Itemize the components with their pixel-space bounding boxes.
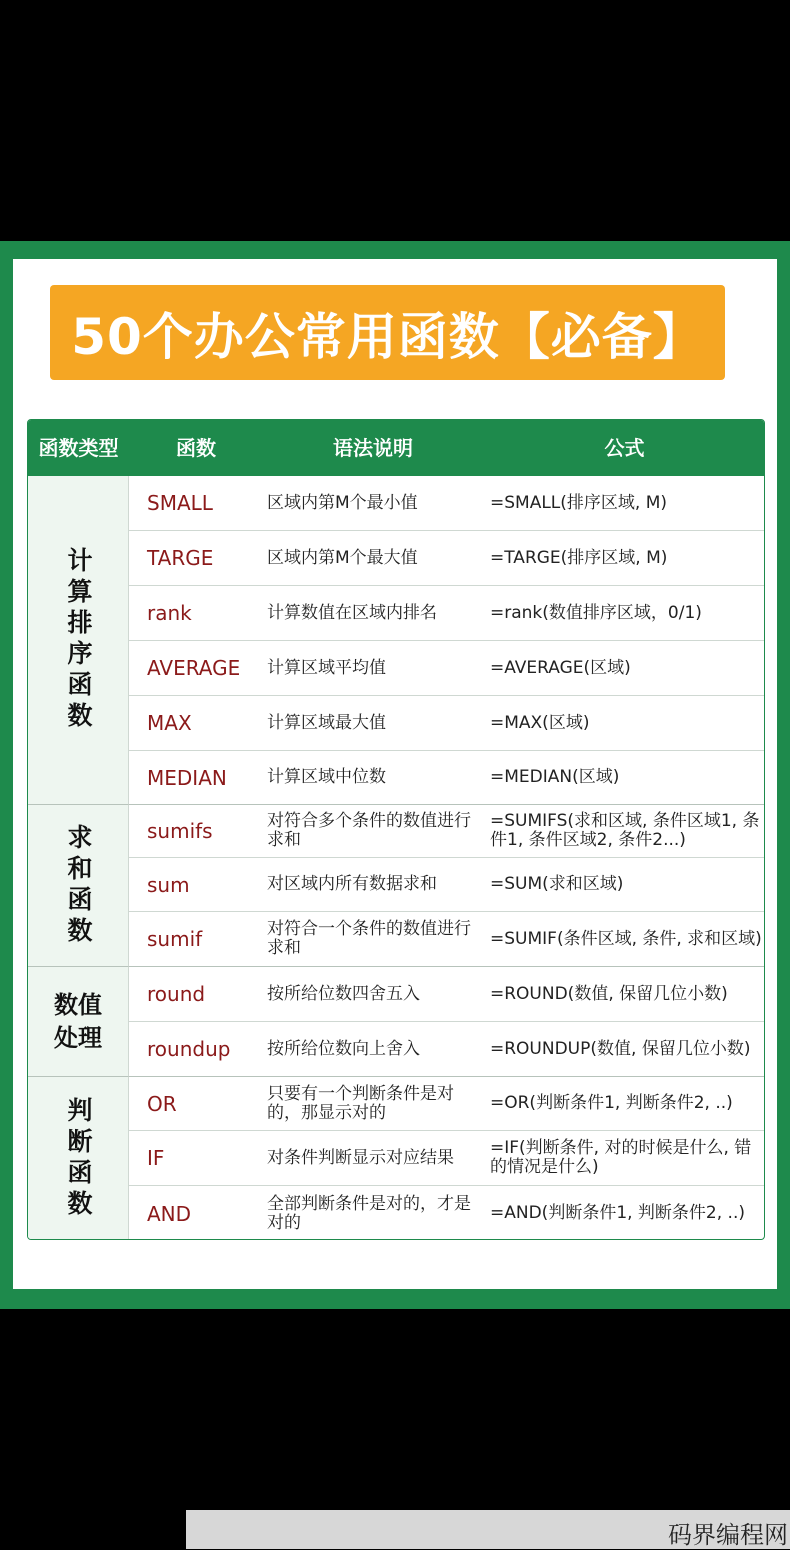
table-row (129, 805, 765, 858)
function-name: sum (147, 872, 190, 897)
group-label: 求和函数 (64, 823, 93, 948)
syntax-desc: 计算区域平均值 (267, 657, 386, 678)
syntax-desc: 按所给位数四舍五入 (267, 983, 420, 1004)
header-function: 函数 (176, 436, 216, 460)
table-row (129, 1022, 765, 1077)
table-row (129, 1186, 765, 1240)
group-sort (28, 476, 129, 805)
formula: =AVERAGE(区域) (490, 657, 631, 678)
syntax-desc: 计算区域最大值 (267, 712, 386, 733)
function-name: IF (147, 1146, 165, 1170)
table-row (129, 1077, 765, 1131)
function-name: sumif (147, 927, 203, 951)
table-row (129, 641, 765, 696)
formula: =MAX(区域) (490, 712, 590, 733)
function-name: roundup (147, 1037, 231, 1061)
syntax-desc: 区域内第M个最小值 (267, 492, 418, 513)
syntax-desc: 对区域内所有数据求和 (267, 874, 437, 894)
header-syntax: 语法说明 (333, 436, 413, 460)
formula: =rank(数值排序区域，0/1) (490, 602, 702, 623)
formula: =ROUND(数值, 保留几位小数) (490, 983, 728, 1004)
header-type: 函数类型 (38, 436, 119, 460)
formula: =ROUNDUP(数值, 保留几位小数) (490, 1038, 751, 1059)
table-header (28, 420, 765, 476)
formula: =AND(判断条件1, 判断条件2, ..) (490, 1203, 745, 1223)
table-row (129, 751, 765, 805)
watermark-bar (186, 1510, 790, 1549)
group-label: 计算排序函数 (64, 547, 93, 733)
function-name: MAX (147, 711, 192, 735)
header-formula: 公式 (604, 436, 645, 460)
table-row (129, 586, 765, 641)
function-name: AND (147, 1201, 192, 1226)
table-row (129, 858, 765, 912)
formula: =IF(判断条件, 对的时候是什么, 错的情况是什么) (490, 1138, 752, 1177)
syntax-desc: 区域内第M个最大值 (267, 547, 418, 568)
page-title: 50个办公常用函数【必备】 (50, 285, 725, 380)
group-label: 数值处理 (54, 990, 102, 1052)
function-name: SMALL (147, 491, 213, 515)
formula: =OR(判断条件1, 判断条件2, ..) (490, 1093, 733, 1113)
syntax-desc: 对符合多个条件的数值进行求和 (267, 811, 471, 850)
group-sum (28, 805, 129, 967)
formula: =SUM(求和区域) (490, 874, 624, 894)
syntax-desc: 全部判断条件是对的，才是对的 (267, 1193, 471, 1233)
syntax-desc: 对符合一个条件的数值进行求和 (267, 919, 471, 958)
formula: =TARGE(排序区域, M) (490, 547, 668, 568)
function-name: rank (147, 601, 192, 625)
function-name: OR (147, 1091, 177, 1116)
function-name: MEDIAN (147, 765, 227, 790)
syntax-desc: 按所给位数向上舍入 (267, 1038, 420, 1059)
group-logic (28, 1077, 129, 1240)
syntax-desc: 只要有一个判断条件是对的，那显示对的 (267, 1083, 454, 1123)
formula: =SMALL(排序区域, M) (490, 492, 668, 513)
formula: =SUMIFS(求和区域, 条件区域1, 条件1, 条件区域2, 条件2...) (490, 811, 760, 850)
table-row (129, 696, 765, 751)
function-name: AVERAGE (147, 656, 241, 680)
table-row (129, 912, 765, 967)
syntax-desc: 计算数值在区域内排名 (267, 602, 437, 623)
table-row (129, 967, 765, 1022)
function-name: round (147, 982, 206, 1006)
formula: =SUMIF(条件区域, 条件, 求和区域) (490, 928, 762, 949)
syntax-desc: 对条件判断显示对应结果 (267, 1147, 454, 1168)
table-row (129, 531, 765, 586)
syntax-desc: 计算区域中位数 (267, 767, 386, 787)
group-numeric (28, 967, 129, 1077)
group-label: 判断函数 (64, 1097, 93, 1221)
function-name: sumifs (147, 819, 213, 843)
watermark-text: 码界编程网 (668, 1521, 788, 1549)
table-row (129, 476, 765, 531)
functions-table (27, 419, 765, 1240)
function-name: TARGE (147, 546, 214, 570)
table-row (129, 1131, 765, 1186)
formula: =MEDIAN(区域) (490, 767, 620, 787)
